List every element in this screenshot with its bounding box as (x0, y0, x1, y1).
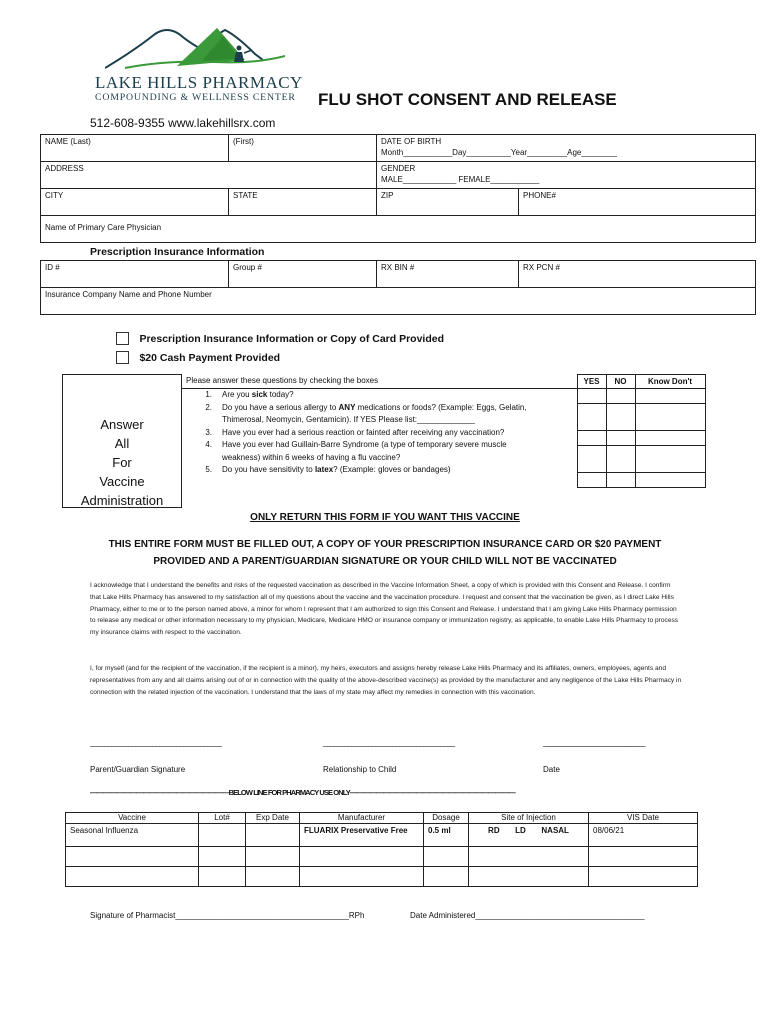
empty-cell[interactable] (424, 847, 469, 867)
checkbox-insurance-provided[interactable]: Prescription Insurance Information or Copy of Card Provided (116, 330, 444, 348)
answer-all-box: Answer All For Vaccine Administration (62, 374, 182, 508)
date-label: Date (543, 765, 560, 774)
q3-no[interactable] (606, 431, 635, 446)
empty-cell[interactable] (246, 847, 300, 867)
empty-cell[interactable] (246, 867, 300, 887)
insurance-company-field[interactable]: Insurance Company Name and Phone Number (41, 288, 756, 315)
col-yes: YES (577, 375, 606, 389)
physician-field[interactable]: Name of Primary Care Physician (41, 216, 756, 243)
cell-lot[interactable] (199, 824, 246, 847)
checkbox-cash-provided[interactable]: $20 Cash Payment Provided (116, 349, 280, 367)
logo-name: LAKE HILLS PHARMACY (95, 73, 303, 92)
col-no: NO (606, 375, 635, 389)
q2-yes[interactable] (577, 404, 606, 431)
empty-cell[interactable] (199, 867, 246, 887)
gender-field[interactable]: GENDER MALE____________ FEMALE___________ (377, 162, 756, 189)
checkbox-cash-box[interactable] (116, 351, 129, 364)
question-3: 3. Have you ever had a serious reaction or fainted after receiving any vaccination? (205, 427, 505, 437)
relationship-line[interactable]: ______________________________________ (323, 738, 455, 747)
header-site: Site of Injection (469, 813, 589, 824)
col-dont-know: Know Don't (635, 375, 705, 389)
question-4: 4. Have you ever had Guillain-Barre Syndrome (a type of temporary severe muscle weakness) within 6 weeks of having a flu vaccine? (205, 440, 507, 462)
zip-field[interactable]: ZIP (377, 189, 519, 216)
header-manufacturer: Manufacturer (300, 813, 424, 824)
name-last-field[interactable]: NAME (Last) (41, 135, 229, 162)
q5-no[interactable] (606, 473, 635, 488)
empty-cell[interactable] (589, 847, 698, 867)
empty-cell[interactable] (300, 847, 424, 867)
q5-yes[interactable] (577, 473, 606, 488)
pharmacy-use-divider: —————————————————————BELOW LINE FOR PHARMACY USE ONLY————————————————————————— (90, 788, 515, 797)
page-title: FLU SHOT CONSENT AND RELEASE (318, 90, 617, 109)
q1-yes[interactable] (577, 389, 606, 404)
cell-vis: 08/06/21 (589, 824, 698, 847)
q4-yes[interactable] (577, 446, 606, 473)
q5-dont-know[interactable] (635, 473, 705, 488)
insurance-heading: Prescription Insurance Information (90, 246, 265, 258)
date-line[interactable]: ______________________________________ (543, 738, 644, 747)
address-field[interactable]: ADDRESS (41, 162, 377, 189)
header-vis-date: VIS Date (589, 813, 698, 824)
empty-cell[interactable] (424, 867, 469, 887)
q4-no[interactable] (606, 446, 635, 473)
q1-dont-know[interactable] (635, 389, 705, 404)
checkbox-insurance-box[interactable] (116, 332, 129, 345)
header-vaccine: Vaccine (66, 813, 199, 824)
requirements-notice-line1: THIS ENTIRE FORM MUST BE FILLED OUT, A COPY OF YOUR PRESCRIPTION INSURANCE CARD OR $20 PAYMENT (108, 539, 662, 550)
question-5: 5. Do you have sensitivity to latex? (Example: gloves or bandages) (205, 465, 451, 474)
patient-info-table (40, 134, 756, 243)
empty-cell[interactable] (199, 847, 246, 867)
pharmacist-signature-line[interactable]: Signature of Pharmacist_______________________________________RPh (90, 911, 365, 920)
header-lot: Lot# (199, 813, 246, 824)
empty-cell[interactable] (469, 867, 589, 887)
empty-cell[interactable] (589, 867, 698, 887)
questions-header: Please answer these questions by checking the boxes (182, 375, 577, 389)
header-exp-date: Exp Date (246, 813, 300, 824)
cell-site[interactable]: RD LD NASAL (469, 824, 589, 847)
q2-no[interactable] (606, 404, 635, 431)
phone-field[interactable]: PHONE# (519, 189, 756, 216)
insurance-id-field[interactable]: ID # (41, 261, 229, 288)
first-name-field[interactable]: (First) (229, 135, 377, 162)
questions-list (182, 389, 577, 488)
q3-dont-know[interactable] (635, 431, 705, 446)
cell-exp[interactable] (246, 824, 300, 847)
question-2: 2. Do you have a serious allergy to ANY medications or foods? (Example: Eggs, Gelatin, Thimerosal, Neomycin, Gentamicin). If YES Please list:_____________ (205, 402, 527, 424)
contact-info: 512-608-9355 www.lakehillsrx.com (90, 116, 276, 130)
q2-dont-know[interactable] (635, 404, 705, 431)
requirements-notice-line2: PROVIDED AND A PARENT/GUARDIAN SIGNATURE OR YOUR CHILD WILL NOT BE VACCINATED (153, 556, 617, 567)
q1-no[interactable] (606, 389, 635, 404)
empty-cell[interactable] (469, 847, 589, 867)
q4-dont-know[interactable] (635, 446, 705, 473)
parent-signature-label: Parent/Guardian Signature (90, 765, 186, 774)
insurance-group-field[interactable]: Group # (229, 261, 377, 288)
header-dosage: Dosage (424, 813, 469, 824)
empty-cell[interactable] (66, 847, 199, 867)
screening-questions-table (182, 374, 706, 488)
rx-bin-field[interactable]: RX BIN # (377, 261, 519, 288)
return-notice: ONLY RETURN THIS FORM IF YOU WANT THIS VACCINE (250, 512, 520, 523)
date-administered-line[interactable]: Date Administered______________________________________ (410, 911, 645, 920)
relationship-label: Relationship to Child (323, 765, 397, 774)
dob-field[interactable]: DATE OF BIRTH Month___________Day__________Year_________Age________ (377, 135, 756, 162)
state-field[interactable]: STATE (229, 189, 377, 216)
q3-yes[interactable] (577, 431, 606, 446)
vaccine-admin-table (65, 812, 698, 887)
consent-paragraph: I acknowledge that I understand the benefits and risks of the requested vaccination as described in the Vaccine Information Sheet, a copy of which is provided with this Consent and Release. I confirm that Lake Hills Pharmacy has answered to my satisfaction all of my questions about the vaccine and the vaccination procedure. I request and consent that the vaccination be given, as I direct Lake Hills Pharmacy, either to me or to the person named above, a minor for whom I represent that I am authorized to sign this Consent and Release. I understand that I am giving Lake Hills Pharmacy permission to release any medical or other information necessary to my physician, Medicare, Medicare HMO or insurance company or immunization registry, as applicable, to enable Lake Hills Pharmacy to process my insurance claims with respect to the vaccination. (90, 582, 679, 637)
rx-pcn-field[interactable]: RX PCN # (519, 261, 756, 288)
cell-vaccine: Seasonal Influenza (66, 824, 199, 847)
empty-cell[interactable] (66, 867, 199, 887)
question-1: 1. Are you sick today? (205, 390, 294, 399)
empty-cell[interactable] (300, 867, 424, 887)
logo-subtitle: COMPOUNDING & WELLNESS CENTER (95, 92, 296, 103)
insurance-table (40, 260, 756, 315)
cell-manufacturer: FLUARIX Preservative Free (300, 824, 424, 847)
city-field[interactable]: CITY (41, 189, 229, 216)
parent-signature-line[interactable]: ______________________________________ (90, 738, 222, 747)
logo-graphic (105, 20, 285, 72)
cell-dosage: 0.5 ml (424, 824, 469, 847)
release-paragraph: I, for myself (and for the recipient of the vaccination, if the recipient is a minor), my heirs, executors and assigns hereby release Lake Hills Pharmacy and its affiliates, owners, employees, agents and representatives from any and all claims arising out of or in connection with the quality of the above-described vaccine(s) as provided by the manufacturer and any negligence of the Lake Hills Pharmacy in connection with the related injection of the vaccination. I understand that the laws of my state may affect my remedies in connection with this vaccination. (90, 665, 682, 696)
